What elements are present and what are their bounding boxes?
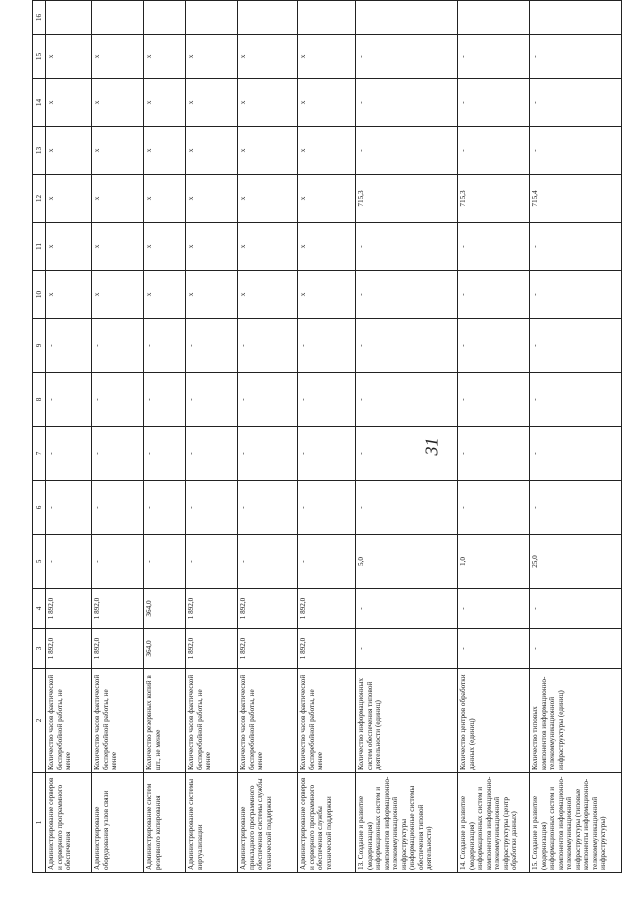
value-cell: - — [144, 481, 186, 535]
value-cell: - — [530, 373, 622, 427]
activity-cell: Администрирование систем резервного копирования — [144, 773, 186, 873]
value-cell: - — [458, 271, 530, 319]
value-cell: - — [238, 319, 298, 373]
indicator-cell: Количество информационных систем обеспечения типовой деятельности (единиц) — [356, 669, 458, 773]
activity-cell: Администрирование системы виртуализации — [186, 773, 238, 873]
column-header: 9 — [33, 319, 46, 373]
value-cell: - — [356, 271, 458, 319]
value-cell: - — [298, 481, 356, 535]
indicator-cell: Количество часов фактической бесперебойной работы, не менее — [298, 669, 356, 773]
value-cell: х — [144, 223, 186, 271]
activity-cell: Администрирование прикладного программного обеспечения системы службы технической поддержки — [238, 773, 298, 873]
value-cell: - — [458, 481, 530, 535]
value-cell: - — [458, 79, 530, 127]
value-cell: - — [530, 481, 622, 535]
value-cell: - — [298, 427, 356, 481]
value-cell: - — [356, 373, 458, 427]
value-cell: - — [530, 629, 622, 669]
value-cell: - — [46, 319, 92, 373]
value-cell: - — [92, 373, 144, 427]
value-cell: х — [298, 35, 356, 79]
value-cell: - — [530, 271, 622, 319]
value-cell: 1 892,0 — [186, 629, 238, 669]
value-cell: х — [92, 175, 144, 223]
value-cell: - — [356, 127, 458, 175]
value-cell: - — [530, 127, 622, 175]
value-cell: х — [298, 127, 356, 175]
value-cell: 1 892,0 — [46, 629, 92, 669]
indicator-cell: Количество часов фактической бесперебойной работы, не менее — [186, 669, 238, 773]
value-cell: х — [144, 35, 186, 79]
value-cell: 1 892,0 — [92, 589, 144, 629]
value-cell: 1 892,0 — [186, 589, 238, 629]
value-cell: - — [238, 427, 298, 481]
value-cell: х — [46, 79, 92, 127]
value-cell: - — [46, 535, 92, 589]
value-cell: 1,0 — [458, 535, 530, 589]
value-cell: - — [298, 373, 356, 427]
table-row — [238, 1, 298, 873]
value-cell: х — [238, 223, 298, 271]
indicator-cell: Количество часов фактической бесперебойной работы, не менее — [92, 669, 144, 773]
value-cell: х — [186, 35, 238, 79]
column-header: 6 — [33, 481, 46, 535]
value-cell: - — [238, 373, 298, 427]
value-cell: - — [530, 319, 622, 373]
value-cell: - — [356, 35, 458, 79]
value-cell: х — [46, 35, 92, 79]
activity-cell: Администрирование серверов и серверного программного обеспечения — [46, 773, 92, 873]
value-cell: - — [458, 427, 530, 481]
value-cell: - — [186, 427, 238, 481]
value-cell: - — [530, 223, 622, 271]
value-cell — [530, 1, 622, 35]
value-cell: х — [92, 271, 144, 319]
value-cell — [356, 1, 458, 35]
table-row — [186, 1, 238, 873]
column-header: 7 — [33, 427, 46, 481]
indicator-cell: Количество часов фактической бесперебойной работы, не менее — [46, 669, 92, 773]
value-cell: - — [530, 79, 622, 127]
activity-cell: 13. Создание и развитие (модернизация) информационных систем и компонентов информационно-телекоммуникационной инфраструктуры (информационные системы обеспечения типовой деятельности) — [356, 773, 458, 873]
value-cell: 715,3 — [458, 175, 530, 223]
value-cell — [186, 1, 238, 35]
value-cell: х — [144, 127, 186, 175]
value-cell: - — [298, 535, 356, 589]
value-cell — [92, 1, 144, 35]
value-cell: х — [46, 223, 92, 271]
value-cell: - — [458, 319, 530, 373]
value-cell: х — [238, 35, 298, 79]
value-cell: - — [298, 319, 356, 373]
value-cell: х — [92, 79, 144, 127]
column-header: 10 — [33, 271, 46, 319]
value-cell: х — [144, 175, 186, 223]
value-cell: х — [238, 127, 298, 175]
value-cell: - — [46, 481, 92, 535]
value-cell: - — [92, 427, 144, 481]
value-cell: 1 892,0 — [238, 589, 298, 629]
activity-cell: Администрирование оборудования узлов связи — [92, 773, 144, 873]
header-row — [33, 1, 46, 873]
value-cell: - — [356, 427, 458, 481]
value-cell: х — [298, 271, 356, 319]
value-cell: - — [356, 319, 458, 373]
value-cell: х — [238, 271, 298, 319]
value-cell: - — [144, 535, 186, 589]
value-cell: - — [356, 589, 458, 629]
value-cell: - — [530, 589, 622, 629]
indicator-cell: Количество часов фактической бесперебойной работы, не менее — [238, 669, 298, 773]
column-header: 14 — [33, 79, 46, 127]
value-cell: - — [356, 481, 458, 535]
column-header: 11 — [33, 223, 46, 271]
value-cell: х — [92, 223, 144, 271]
value-cell: - — [92, 319, 144, 373]
value-cell: 1 892,0 — [238, 629, 298, 669]
value-cell: - — [356, 79, 458, 127]
value-cell: - — [458, 589, 530, 629]
data-table — [32, 0, 622, 873]
value-cell: - — [186, 319, 238, 373]
value-cell: - — [46, 373, 92, 427]
activity-cell: 15. Создание и развитие (модернизация) информационных систем и компонентов информационно-телекоммуникационной инфраструктуры (типовые компоненты информационно-телекоммуникационной инфраструктуры) — [530, 773, 622, 873]
value-cell: 1 892,0 — [92, 629, 144, 669]
value-cell: - — [356, 223, 458, 271]
activity-cell: Администрирование серверов и серверного программного обеспечения службы технической поддержки — [298, 773, 356, 873]
value-cell: х — [46, 271, 92, 319]
value-cell: - — [186, 373, 238, 427]
activity-cell: 14. Создание и развитие (модернизация) информационных систем и компонентов информационно-телекоммуникационной инфраструктуры (центр обработки данных) — [458, 773, 530, 873]
value-cell: х — [186, 79, 238, 127]
value-cell: х — [238, 79, 298, 127]
indicator-cell: Количество типовых компонентов информационно-телекоммуникационной инфраструктуры (единиц) — [530, 669, 622, 773]
indicator-cell: Количество центров обработки данных (единиц) — [458, 669, 530, 773]
page-number: 31 — [421, 437, 442, 456]
table-row — [530, 1, 622, 873]
value-cell — [46, 1, 92, 35]
value-cell: х — [144, 271, 186, 319]
value-cell: х — [238, 175, 298, 223]
value-cell: - — [144, 427, 186, 481]
value-cell: - — [356, 629, 458, 669]
value-cell: - — [458, 35, 530, 79]
value-cell — [458, 1, 530, 35]
column-header: 2 — [33, 669, 46, 773]
value-cell: х — [298, 223, 356, 271]
column-header: 13 — [33, 127, 46, 175]
value-cell: - — [458, 629, 530, 669]
value-cell: - — [144, 319, 186, 373]
table-row — [92, 1, 144, 873]
column-header: 15 — [33, 35, 46, 79]
value-cell: х — [186, 223, 238, 271]
column-header: 4 — [33, 589, 46, 629]
value-cell: х — [92, 35, 144, 79]
value-cell: - — [238, 481, 298, 535]
value-cell: - — [186, 535, 238, 589]
indicator-cell: Количество резервных копий в шт., не менее — [144, 669, 186, 773]
value-cell: 715,3 — [356, 175, 458, 223]
value-cell: х — [186, 271, 238, 319]
value-cell: - — [92, 481, 144, 535]
value-cell: х — [298, 79, 356, 127]
value-cell: 715,4 — [530, 175, 622, 223]
value-cell: - — [458, 373, 530, 427]
value-cell: - — [144, 373, 186, 427]
value-cell — [144, 1, 186, 35]
table-row — [356, 1, 458, 873]
value-cell: 5,0 — [356, 535, 458, 589]
value-cell: - — [92, 535, 144, 589]
value-cell: - — [530, 35, 622, 79]
column-header: 1 — [33, 773, 46, 873]
value-cell: 364,0 — [144, 629, 186, 669]
column-header: 16 — [33, 1, 46, 35]
value-cell: 1 892,0 — [298, 589, 356, 629]
column-header: 5 — [33, 535, 46, 589]
value-cell: - — [458, 127, 530, 175]
table-row — [458, 1, 530, 873]
value-cell: - — [238, 535, 298, 589]
column-header: 12 — [33, 175, 46, 223]
table-row — [298, 1, 356, 873]
value-cell: х — [186, 175, 238, 223]
value-cell: х — [92, 127, 144, 175]
value-cell — [298, 1, 356, 35]
column-header: 8 — [33, 373, 46, 427]
value-cell: х — [298, 175, 356, 223]
value-cell: - — [530, 427, 622, 481]
value-cell: х — [46, 127, 92, 175]
value-cell: х — [144, 79, 186, 127]
value-cell — [238, 1, 298, 35]
value-cell: 1 892,0 — [298, 629, 356, 669]
value-cell: х — [186, 127, 238, 175]
value-cell: х — [46, 175, 92, 223]
value-cell: 25,0 — [530, 535, 622, 589]
value-cell: - — [186, 481, 238, 535]
table-row — [46, 1, 92, 873]
value-cell: - — [46, 427, 92, 481]
table-row — [144, 1, 186, 873]
value-cell: 364,0 — [144, 589, 186, 629]
rotated-page — [32, 1, 608, 873]
value-cell: 1 892,0 — [46, 589, 92, 629]
column-header: 3 — [33, 629, 46, 669]
value-cell: - — [458, 223, 530, 271]
